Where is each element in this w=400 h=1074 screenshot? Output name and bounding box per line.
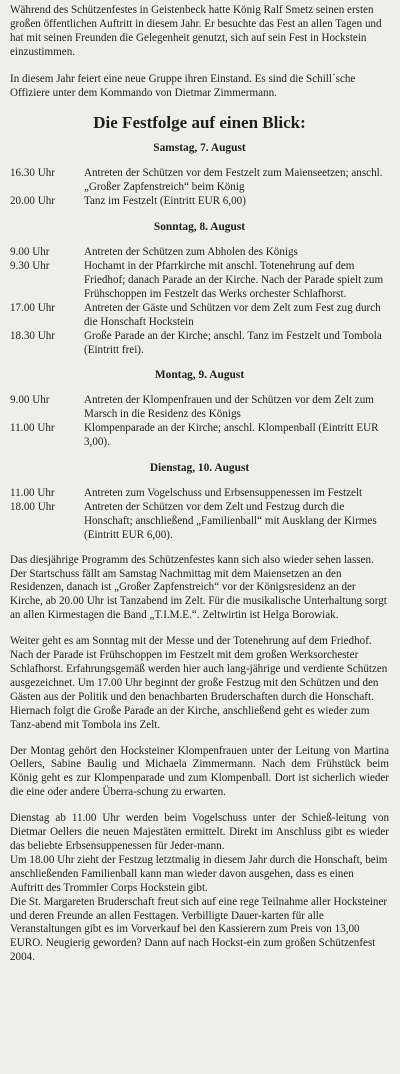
event-time: 18.30 Uhr <box>10 329 55 342</box>
body-paragraph: Das diesjährige Programm des Schützenfestes kann sich also wieder sehen lassen. Der Startschuss fällt am Samstag Nachmittag mit dem Maiensetzen an den Residenzen, danach ist „Großer Zapfenstreich“ vor der Königsresidenz an der Kirche, ab 20.00 Uhr ist Tanzabend im Zelt. Für die musikalische Unterhaltung sorgt an allen Kirmestagen die Band „T.I.M.E.“. Zeltwirtin ist Helga Borowiak. <box>10 553 387 622</box>
event-time: 9.30 Uhr <box>10 260 50 273</box>
schedule <box>10 141 389 542</box>
article-body <box>10 554 389 965</box>
event-description: Antreten der Klompenfrauen und der Schützen vor dem Zelt zum Marsch in die Residenz des Königs <box>84 394 374 421</box>
schedule-row <box>10 260 389 302</box>
event-description: Klompenparade an der Kirche; anschl. Klompenball (Eintritt EUR 3,00). <box>84 422 379 449</box>
schedule-row <box>10 501 389 543</box>
event-time: 17.00 Uhr <box>10 301 55 314</box>
event-time: 16.30 Uhr <box>10 167 55 180</box>
schedule-row <box>10 487 389 501</box>
schedule-row <box>10 246 389 260</box>
schedule-day-tuesday <box>10 461 389 543</box>
event-description: Antreten der Schützen vor dem Festzelt zum Maienseetzen; anschl. „Großer Zapfenstreich“ beim König <box>84 167 383 194</box>
event-time: 9.00 Uhr <box>10 246 50 259</box>
event-description: Antreten zum Vogelschuss und Erbsensuppenessen im Festzelt <box>84 487 363 500</box>
schedule-day-saturday <box>10 141 389 209</box>
schedule-heading: Die Festfolge auf einen Blick: <box>93 113 306 133</box>
schedule-day-monday <box>10 368 389 450</box>
intro-paragraph: Während des Schützenfestes in Geistenbeck hatte König Ralf Smetz seinen ersten großen öffentlichen Auftritt in diesem Jahr. Er besuchte das Fest an allen Tagen und hat mit seinen Freunden die Gelegenheit genutzt, sich auf sein Fest in Hockstein einzustimmen. <box>10 4 382 58</box>
body-paragraph: Dienstag ab 11.00 Uhr werden beim Vogelschuss unter der Schieß-leitung von Dietmar Oellers die neuen Majestäten ermittelt. Direkt im Anschluss gibt es wieder das beliebte Erbsensuppenessen für Jeder-mann. <box>10 812 389 852</box>
event-time: 11.00 Uhr <box>10 422 55 435</box>
schedule-row <box>10 167 389 195</box>
body-paragraph: Um 18.00 Uhr zieht der Festzug letztmalig in diesem Jahr durch die Honschaft, beim anschließenden Familienball kann man wieder davon ausgehen, dass es einen Auftritt des Trommler Corps Hockstein gibt. <box>10 853 388 894</box>
event-description: Antreten der Schützen zum Abholen des Königs <box>84 246 298 259</box>
body-paragraph: Weiter geht es am Sonntag mit der Messe und der Totenehrung auf dem Friedhof. Nach der Parade ist Frühschoppen im Festzelt mit dem großen Werksorchester Schlafhorst. Erfahrungsgemäß werden hier auch lang-jährige und verdiente Schützen ausgezeichnet. Um 17.00 Uhr beginnt der große Festzug mit den Schützen und den Gästen aus der Politik und den benachbarten Bruderschaften durch die Honschaft. Hiernach folgt die Große Parade an der Kirche, anschließend geht es wieder zum Tanz-abend mit Tombola ins Zelt. <box>10 635 388 731</box>
day-title: Sonntag, 8. August <box>153 221 246 234</box>
schedule-row <box>10 195 389 209</box>
schedule-row <box>10 330 389 358</box>
intro-paragraph: In diesem Jahr feiert eine neue Gruppe ihren Einstand. Es sind die Schill´sche Offiziere unter dem Kommando von Dietmar Zimmermann. <box>10 72 356 99</box>
day-title: Samstag, 7. August <box>153 142 246 155</box>
body-paragraph: Die St. Margareten Bruderschaft freut sich auf eine rege Teilnahme aller Hocksteiner und deren Freunde an allen Festtagen. Verbilligte Dauer-karten für alle Veranstaltungen gibt es im Vorverkauf bei den Kassierern zum Preis von 13,00 EURO. Neugierig geworden? Dann auf nach Hockst-ein zum großen Schützenfest 2004. <box>10 895 388 964</box>
event-time: 11.00 Uhr <box>10 487 55 500</box>
event-description: Hochamt in der Pfarrkirche mit anschl. Totenehrung auf dem Friedhof; danach Parade an der Kirche. Nach der Parade spielt zum Frühschoppen im Festzelt das Werks orchester Schlafhorst. <box>84 260 384 300</box>
body-paragraph: Der Montag gehört den Hocksteiner Klompenfrauen unter der Leitung von Martina Oellers, Sabine Baulig und Michaela Zimmermann. Nach dem Frühstück beim König geht es zur Klompenparade und zum Klompenball. Dort ist sicherlich wieder die eine oder andere Überra-schung zu erwarten. <box>10 744 389 799</box>
day-title: Montag, 9. August <box>154 369 245 382</box>
event-description: Antreten der Schützen vor dem Zelt und Festzug durch die Honschaft; anschließend „Familienball“ mit Ausklang der Kirmes (Eintritt EUR 6,00). <box>84 500 377 541</box>
event-description: Tanz im Festzelt (Eintritt EUR 6,00) <box>84 195 246 208</box>
event-description: Antreten der Gäste und Schützen vor dem Zelt zum Fest zug durch die Honschaft Hockstein <box>84 301 381 328</box>
schedule-row <box>10 422 389 450</box>
event-time: 20.00 Uhr <box>10 195 55 208</box>
schedule-row <box>10 302 389 330</box>
schedule-row <box>10 394 389 422</box>
schedule-day-sunday <box>10 220 389 357</box>
event-time: 18.00 Uhr <box>10 500 55 513</box>
event-time: 9.00 Uhr <box>10 394 50 407</box>
event-description: Große Parade an der Kirche; anschl. Tanz im Festzelt und Tombola (Eintritt frei). <box>84 329 382 356</box>
day-title: Dienstag, 10. August <box>149 462 250 475</box>
